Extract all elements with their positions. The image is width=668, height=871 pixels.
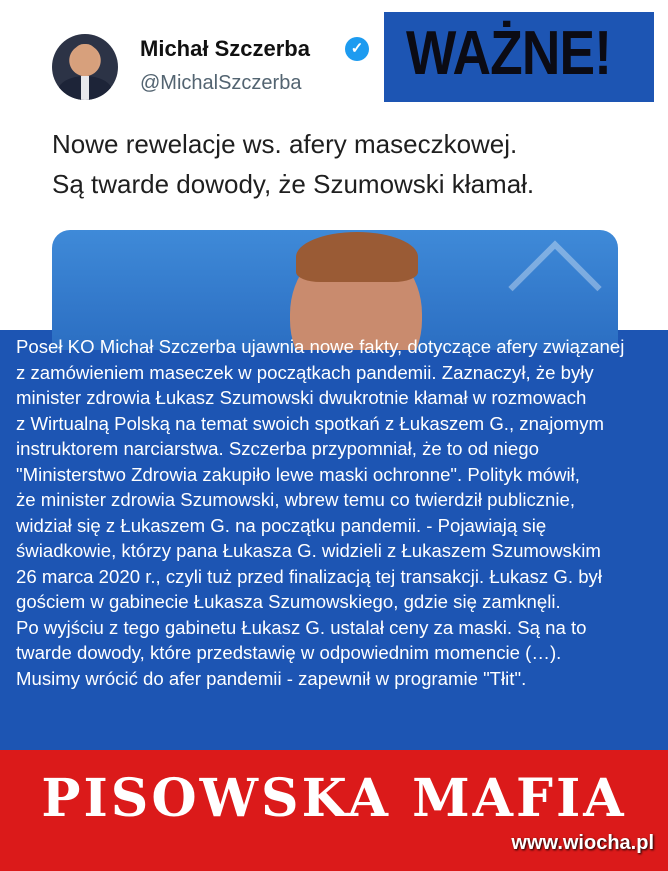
verified-check-icon: ✓ xyxy=(345,37,369,61)
avatar[interactable] xyxy=(52,34,118,100)
tweet-text: Nowe rewelacje ws. afery maseczkowej. Są twarde dowody, że Szumowski kłamał. xyxy=(52,129,535,199)
important-banner-label: WAŻNE! xyxy=(406,19,612,88)
site-watermark: www.wiocha.pl xyxy=(511,832,654,854)
avatar-shirt xyxy=(81,76,89,100)
article-body-text: Poseł KO Michał Szczerba ujawnia nowe fakty, dotyczące afery związanej z zamówieniem maseczek w początkach pandemii. Zaznaczył, że były minister zdrowia Łukasz Szumowski dwukrotnie kłamał w rozmowach z Wirtualną Polską na temat swoich spotkań z Łukaszem G., znajomym instruktorem narciarstwa. Szczerba przypomniał, że to od niego "Ministerstwo Zdrowia zakupiło lewe maski ochronne". Polityk mówił, że minister zdrowia Szumowski, wbrew temu co twierdził publicznie, widział się z Łukaszem G. na początku pandemii. - Pojawiają się świadkowie, którzy pana Łukasza G. widzieli z Łukaszem Szumowskim 26 marca 2020 r., czyli tuż przed finalizacją tej transakcji. Łukasz G. był gościem w gabinecie Łukasza Szumowskiego, gdzie się zamknęli. Po wyjściu z tego gabinetu Łukasz G. ustalał ceny za maski. Są na to twarde dowody, które przedstawię w odpowiednim momencie (…). Musimy wrócić do afer pandemii - zapewnił w programie "Tłit". xyxy=(16,336,625,689)
display-name[interactable]: Michał Szczerba xyxy=(140,36,310,61)
avatar-face xyxy=(72,44,98,76)
user-handle[interactable]: @MichalSzczerba xyxy=(140,72,302,94)
photo-person-hair xyxy=(296,232,418,282)
footer-headline: PISOWSKA MAFIA xyxy=(41,768,627,829)
background-logo-shape xyxy=(508,240,601,333)
tweet-media-photo[interactable] xyxy=(52,230,618,350)
